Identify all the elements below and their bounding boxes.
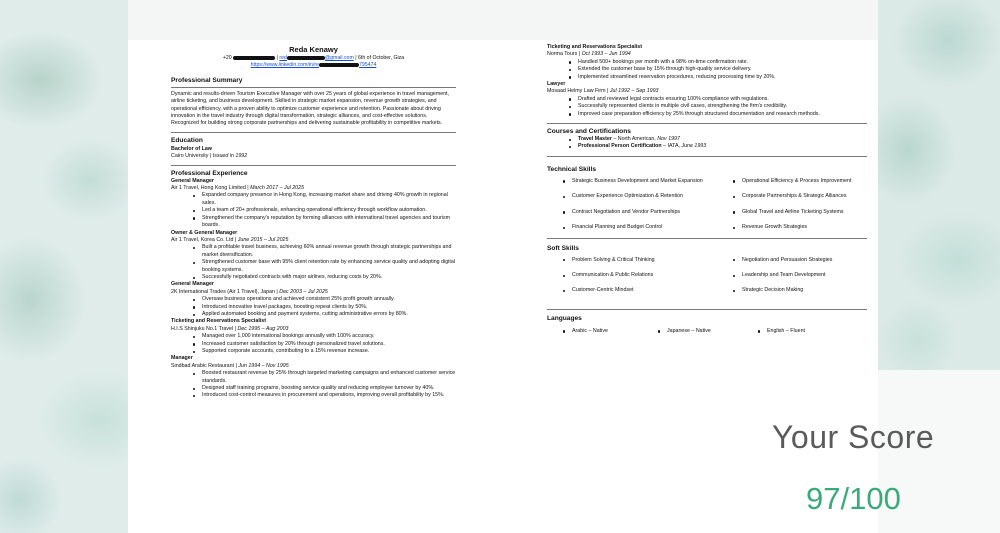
soft-skill: Strategic Decision Making bbox=[733, 287, 883, 294]
job-bullet: Implemented streamlined reservation procedures, reducing processing time by 20%. bbox=[569, 74, 867, 81]
job-title: General Manager bbox=[171, 281, 214, 288]
divider bbox=[171, 132, 456, 133]
job-dates: March 2017 – Jul 2025 bbox=[250, 185, 305, 192]
score-title: Your Score bbox=[772, 419, 935, 455]
soft-skills-list bbox=[547, 257, 867, 295]
experience-list bbox=[171, 178, 456, 400]
experience-list-continued bbox=[547, 44, 867, 118]
job-dates: Dec 1995 – Aug 2003 bbox=[237, 325, 289, 332]
linkedin-suffix: 795474 bbox=[359, 62, 377, 69]
job-company: Norma Tours bbox=[547, 51, 578, 58]
experience-entry bbox=[171, 178, 456, 230]
education-school-line: Cairo University | Issued in 1992 bbox=[171, 153, 248, 160]
job-dates: Dec 2003 – Jul 2025 bbox=[279, 288, 328, 295]
job-bullet: Designed staff training programs, boosting service quality and reducing employee turnover by 40%. bbox=[193, 385, 456, 392]
job-bullet: Successfully negotiated contracts with major airlines, reducing costs by 20%. bbox=[193, 274, 456, 281]
job-title: Lawyer bbox=[547, 81, 566, 88]
watercolor-background-left bbox=[0, 0, 128, 533]
course-item: Travel Master – North American, Nov 1997 bbox=[569, 136, 867, 143]
experience-entry bbox=[547, 81, 867, 118]
linkedin-redaction bbox=[319, 63, 359, 67]
job-bullet: Boosted restaurant revenue by 25% through targeted marketing campaigns and enhanced customer service standards. bbox=[193, 370, 456, 385]
job-bullet: Managed over 1,000 international bookings annually with 100% accuracy. bbox=[193, 333, 456, 340]
job-company-line: H.I.S Shinjuku No.1 Travel | Dec 1995 – Aug 2003 bbox=[171, 325, 289, 332]
job-bullet: Increased customer satisfaction by 20% through personalized travel solutions. bbox=[193, 341, 456, 348]
email-redaction bbox=[287, 56, 325, 60]
experience-entry bbox=[547, 44, 867, 81]
soft-skill: Leadership and Team Development bbox=[733, 272, 883, 279]
course-date: Nov 1997 bbox=[657, 136, 680, 143]
separator: | bbox=[276, 55, 278, 61]
summary-title: Professional Summary bbox=[171, 76, 243, 84]
course-item: Professional Person Certification – IATA, June 1993 bbox=[569, 143, 867, 150]
email-prefix: red bbox=[279, 55, 287, 61]
linkedin-link[interactable] bbox=[251, 62, 377, 68]
technical-skill: Revenue Growth Strategies bbox=[733, 224, 883, 231]
job-bullets bbox=[171, 192, 456, 229]
job-bullets bbox=[171, 333, 456, 355]
course-date: June 1993 bbox=[681, 143, 707, 150]
job-bullet: Built a profitable travel business, achieving 60% annual revenue growth through strategic partnerships and market diversification. bbox=[193, 244, 456, 259]
courses-list bbox=[547, 136, 867, 151]
job-bullet: Successfully represented clients in multiple civil cases, strengthening the firm's credibility. bbox=[569, 103, 867, 110]
languages-list bbox=[547, 328, 867, 335]
job-company-line: Sindbad Arabic Restaurant | Jun 1994 – Nov 1995 bbox=[171, 362, 289, 369]
technical-skill: Contract Negotiation and Vendor Partnerships bbox=[563, 209, 733, 216]
job-company-line: Mosaad Helmy Law Firm | Jul 1992 – Sep 1993 bbox=[547, 88, 659, 95]
soft-skills-title: Soft Skills bbox=[547, 244, 579, 252]
divider bbox=[547, 238, 867, 239]
job-bullets bbox=[547, 59, 867, 81]
resume-left-column bbox=[171, 44, 456, 400]
experience-title: Professional Experience bbox=[171, 169, 248, 177]
divider bbox=[547, 156, 867, 157]
education-school: Cairo University bbox=[171, 153, 209, 160]
experience-entry bbox=[171, 230, 456, 282]
job-bullet: Drafted and reviewed legal contracts ensuring 100% compliance with regulations. bbox=[569, 96, 867, 103]
technical-skill: Strategic Business Development and Market Expansion bbox=[563, 178, 733, 185]
courses-title: Courses and Certifications bbox=[547, 128, 631, 136]
job-company: H.I.S Shinjuku No.1 Travel bbox=[171, 325, 234, 332]
resume-document bbox=[128, 40, 878, 533]
job-bullets bbox=[171, 244, 456, 281]
phone-redaction bbox=[233, 56, 275, 60]
soft-skill: Problem Solving & Critical Thinking bbox=[563, 257, 733, 264]
technical-skills-list bbox=[547, 178, 867, 232]
job-bullets bbox=[547, 96, 867, 118]
language-item: Japanese – Native bbox=[658, 328, 758, 335]
resume-right-column bbox=[547, 44, 867, 335]
technical-skills-title: Technical Skills bbox=[547, 165, 596, 173]
education-title: Education bbox=[171, 136, 203, 144]
score-value: 97/100 bbox=[806, 481, 901, 516]
divider bbox=[547, 309, 867, 310]
job-bullet: Applied automated booking and payment systems, cutting administrative errors by 80%. bbox=[193, 311, 456, 318]
job-bullet: Expanded company presence in Hong Kong, increasing market share and driving 40% growth in regional sales. bbox=[193, 192, 456, 207]
technical-skill: Customer Experience Optimization & Retention bbox=[563, 193, 733, 200]
job-company-line: Air 1 Travel, Korea Co. Ltd | June 2015 – Jul 2025 bbox=[171, 236, 289, 243]
experience-entry bbox=[171, 318, 456, 355]
experience-entry bbox=[171, 281, 456, 318]
linkedin-prefix: https://www.linkedin.com/in/re bbox=[250, 62, 320, 69]
course-name: Professional Person Certification bbox=[578, 143, 662, 150]
divider bbox=[171, 165, 456, 166]
education-degree: Bachelor of Law bbox=[171, 145, 212, 152]
job-company-line: Air 1 Travel, Hong Kong Limited | March 2017 – Jul 2025 bbox=[171, 185, 305, 192]
job-company: Sindbad Arabic Restaurant bbox=[171, 362, 235, 369]
experience-entry bbox=[171, 355, 456, 399]
job-dates: June 2015 – Jul 2025 bbox=[237, 236, 289, 243]
phone-prefix: +20 bbox=[222, 55, 232, 61]
job-bullet: Handled 500+ bookings per month with a 98% on-time confirmation rate. bbox=[569, 59, 867, 66]
job-dates: Oct 1993 – Jun 1994 bbox=[581, 51, 631, 58]
watercolor-background-right bbox=[878, 0, 1000, 370]
job-title: General Manager bbox=[171, 177, 214, 184]
job-bullet: Strengthened the company's reputation by forming alliances with international travel agencies and tourism boards. bbox=[193, 215, 456, 230]
separator: | bbox=[355, 55, 357, 61]
language-item: English – Fluent bbox=[758, 328, 838, 335]
location: 6th of October, Giza bbox=[358, 55, 405, 61]
technical-skill: Operational Efficiency & Process Improvement bbox=[733, 178, 883, 185]
soft-skill: Communication & Public Relations bbox=[563, 272, 733, 279]
job-title: Ticketing and Reservations Specialist bbox=[171, 318, 266, 325]
job-dates: Jun 1994 – Nov 1995 bbox=[238, 362, 289, 369]
summary-text: Dynamic and results-driven Tourism Executive Manager with over 25 years of global experience in travel management, airline ticketing, and business development. Skilled in strategic market expansion, revenue growth strategies, and operational efficiency, with a proven ability to optimize customer experience and retention. Passionate about driving innovation in the travel industry through digital transformation, strategic alliances, and cost-effective solutions. Recognized for building strong corporate partnerships and delivering sustainable profitability in competitive markets. bbox=[171, 90, 450, 127]
soft-skill: Negotiation and Persuasion Strategies bbox=[733, 257, 883, 264]
job-title: Manager bbox=[171, 355, 193, 362]
email-suffix: @gmail.com bbox=[324, 55, 354, 61]
job-title: Ticketing and Reservations Specialist bbox=[547, 44, 642, 50]
linkedin-line bbox=[171, 62, 456, 69]
course-name: Travel Master bbox=[578, 136, 612, 143]
technical-skill: Financial Planning and Budget Control bbox=[563, 224, 733, 231]
job-bullet: Oversaw business operations and achieved consistent 25% profit growth annually. bbox=[193, 296, 456, 303]
contact-line bbox=[171, 55, 456, 62]
job-company: Air 1 Travel, Korea Co. Ltd bbox=[171, 236, 234, 243]
job-dates: Jul 1992 – Sep 1993 bbox=[609, 88, 659, 95]
job-bullet: Improved case preparation efficiency by 25% through structured documentation and research methods. bbox=[569, 111, 867, 118]
education-date: Issued in 1992 bbox=[212, 153, 248, 160]
job-bullet: Extended the customer base by 15% through high-quality service delivery. bbox=[569, 66, 867, 73]
email-link[interactable] bbox=[276, 55, 354, 61]
divider bbox=[171, 87, 456, 88]
languages-title: Languages bbox=[547, 314, 582, 322]
job-bullet: Introduced cost-control measures in procurement and operations, improving overall profitability by 15%. bbox=[193, 392, 456, 399]
job-bullet: Led a team of 20+ professionals, enhancing operational efficiency through workflow automation. bbox=[193, 207, 456, 214]
job-company-line: Norma Tours | Oct 1993 – Jun 1994 bbox=[547, 51, 631, 58]
job-bullet: Strengthened customer base with 95% client retention rate by enhancing service quality and adopting digital booking systems. bbox=[193, 259, 456, 274]
job-company: 2K International Trades (Air 1 Travel), Japan bbox=[171, 288, 275, 295]
language-item: Arabic – Native bbox=[563, 328, 658, 335]
technical-skill: Corporate Partnerships & Strategic Alliances bbox=[733, 193, 883, 200]
soft-skill: Customer-Centric Mindset bbox=[563, 287, 733, 294]
course-org: North American bbox=[617, 136, 655, 143]
job-company: Air 1 Travel, Hong Kong Limited bbox=[171, 185, 246, 192]
job-company: Mosaad Helmy Law Firm bbox=[547, 88, 606, 95]
job-bullet: Supported corporate accounts, contributing to a 15% revenue increase. bbox=[193, 348, 456, 355]
resume-name: Reda Kenawy bbox=[289, 45, 338, 54]
job-bullet: Introduced innovative travel packages, boosting repeat clients by 50%. bbox=[193, 304, 456, 311]
job-company-line: 2K International Trades (Air 1 Travel), Japan | Dec 2003 – Jul 2025 bbox=[171, 288, 328, 295]
divider bbox=[547, 123, 867, 124]
job-bullets bbox=[171, 296, 456, 318]
job-bullets bbox=[171, 370, 456, 400]
technical-skill: Global Travel and Airline Ticketing Systems bbox=[733, 209, 883, 216]
course-org: IATA bbox=[667, 143, 679, 150]
job-title: Owner & General Manager bbox=[171, 229, 238, 236]
